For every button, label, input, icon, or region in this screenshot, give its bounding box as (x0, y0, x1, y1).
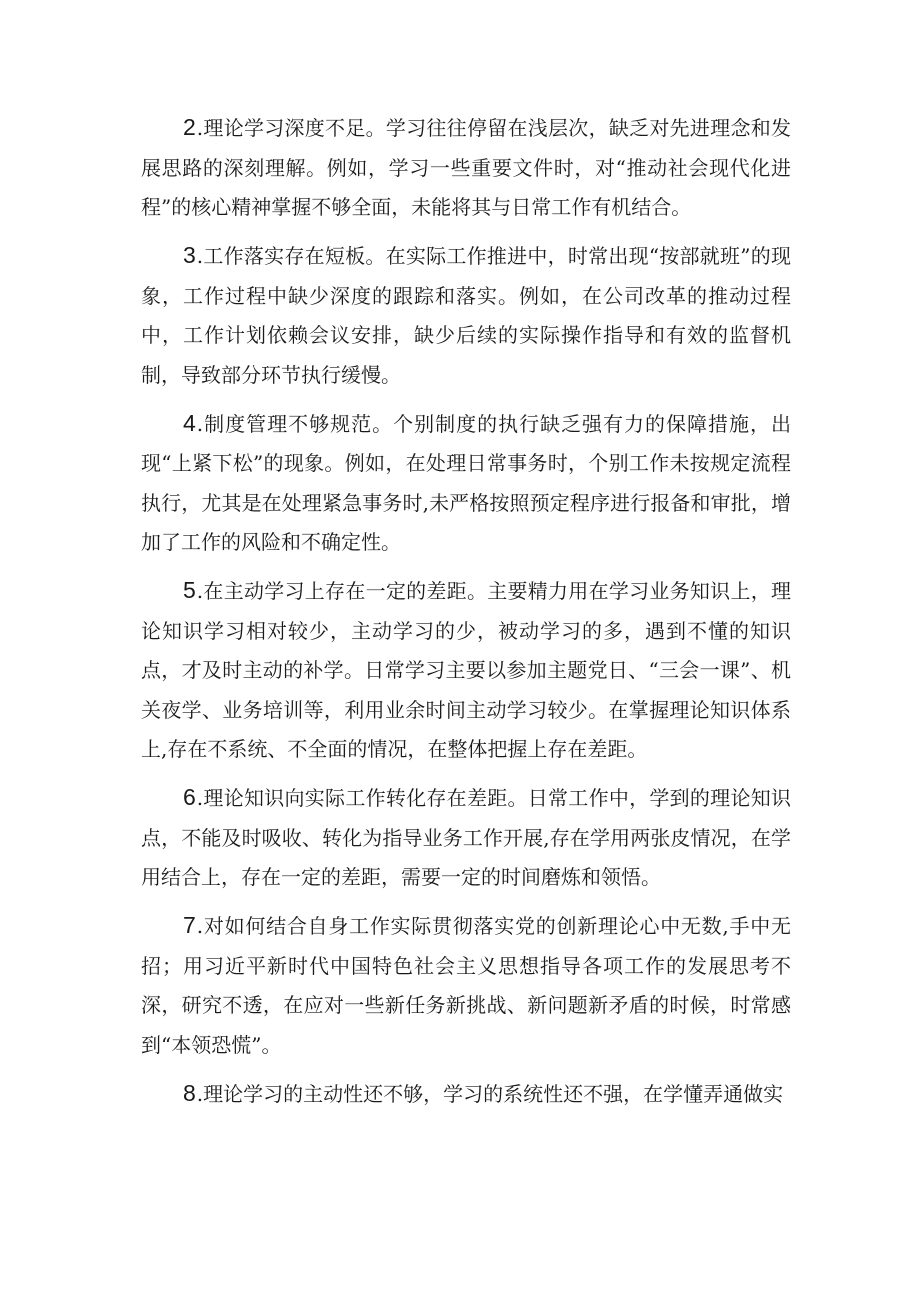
paragraph-item-7 (141, 906, 791, 1065)
document-body (141, 108, 791, 1123)
paragraph-text: .理论学习的主动性还不够，学习的系统性还不强，在学懂弄通做实 (196, 1081, 784, 1106)
paragraph-item-3 (141, 236, 791, 395)
paragraph-text: .在主动学习上存在一定的差距。主要精力用在学习业务知识上，理论知识学习相对较少，主动学习的少，被动学习的多，遇到不懂的知识点，才及时主动的补学。日常学习主要以参加主题党日、“三会一课”、机关夜学、业务培训等，利用业余时间主动学习较少。在掌握理论知识体系上,存在不系统、不全面的情况，在整体把握上存在差距。 (141, 579, 791, 761)
paragraph-item-2 (141, 108, 791, 228)
paragraph-text: .制度管理不够规范。个别制度的执行缺乏强有力的保障措施，出现“上紧下松”的现象。例如，在处理日常事务时，个别工作未按规定流程执行，尤其是在处理紧急事务时,未严格按照预定程序进行报备和审批，增加了工作的风险和不确定性。 (141, 411, 791, 554)
paragraph-item-6 (141, 778, 791, 898)
paragraph-text: .理论知识向实际工作转化存在差距。日常工作中，学到的理论知识点，不能及时吸收、转化为指导业务工作开展,存在学用两张皮情况，在学用结合上，存在一定的差距，需要一定的时间磨炼和领悟。 (141, 786, 791, 889)
paragraph-item-5 (141, 571, 791, 770)
paragraph-text: .工作落实存在短板。在实际工作推进中，时常出现“按部就班”的现象，工作过程中缺少深度的跟踪和落实。例如，在公司改革的推动过程中，工作计划依赖会议安排，缺少后续的实际操作指导和有效的监督机制，导致部分环节执行缓慢。 (141, 244, 791, 387)
paragraph-number: 4 (183, 409, 196, 436)
paragraph-item-8 (141, 1074, 791, 1115)
paragraph-number: 7 (183, 912, 196, 938)
paragraph-number: 8 (183, 1079, 196, 1106)
paragraph-number: 3 (183, 242, 196, 268)
paragraph-item-4 (141, 404, 791, 563)
paragraph-text: .理论学习深度不足。学习往往停留在浅层次，缺乏对先进理念和发展思路的深刻理解。例如，学习一些重要文件时，对“推动社会现代化进程”的核心精神掌握不够全面，未能将其与日常工作有机结合。 (141, 116, 791, 219)
paragraph-number: 5 (183, 577, 196, 603)
paragraph-number: 2 (183, 114, 196, 140)
paragraph-number: 6 (183, 784, 196, 810)
paragraph-text: .对如何结合自身工作实际贯彻落实党的创新理论心中无数,手中无招；用习近平新时代中国特色社会主义思想指导各项工作的发展思考不深，研究不透，在应对一些新任务新挑战、新问题新矛盾的时候，时常感到“本领恐慌”。 (141, 914, 791, 1057)
